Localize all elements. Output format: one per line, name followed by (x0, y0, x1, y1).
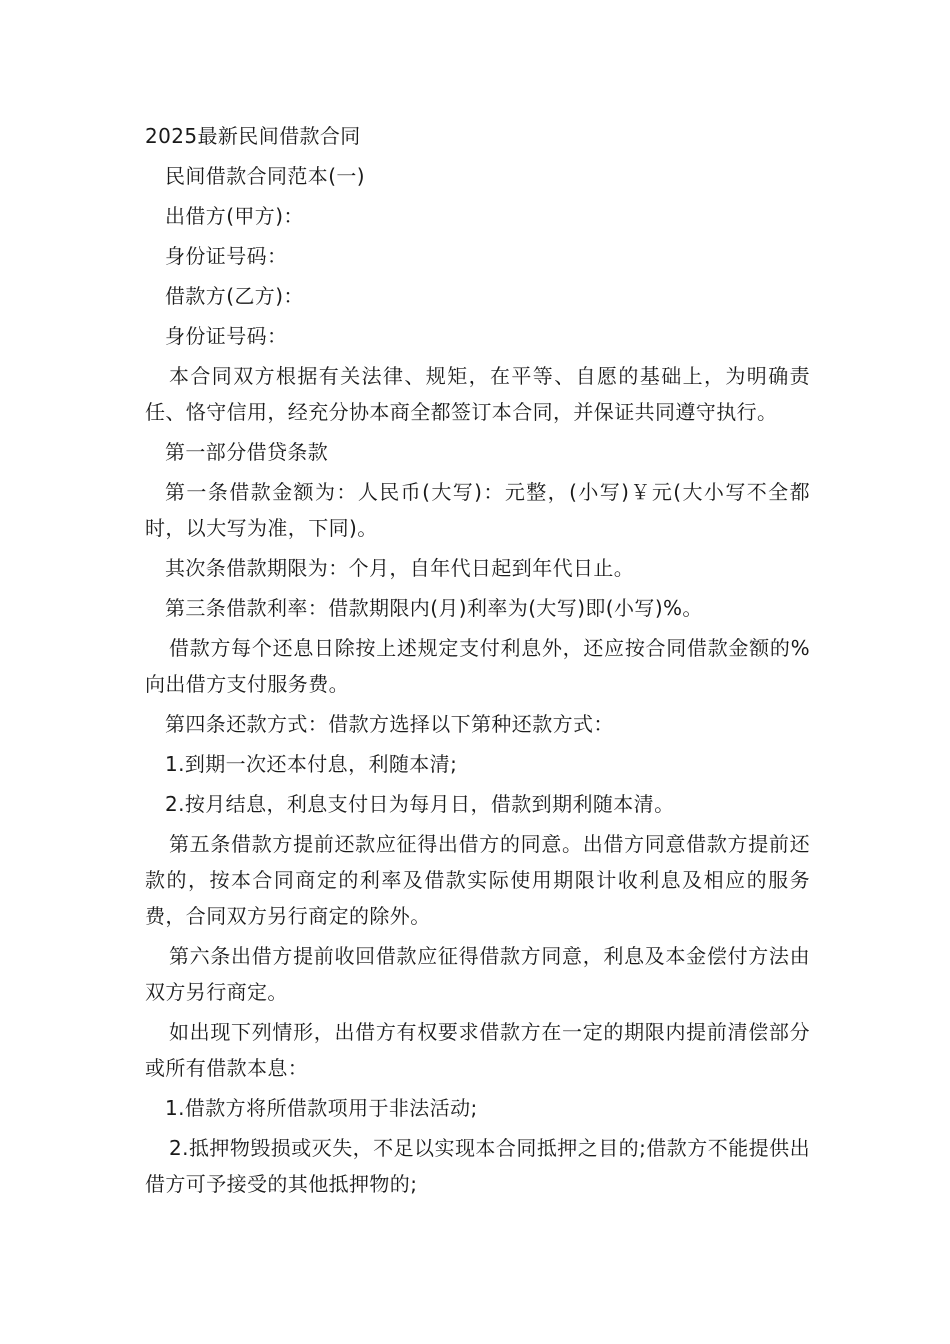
clause-6-paragraph: 第六条出借方提前收回借款应征得借款方同意，利息及本金偿付方法由双方另行商定。 (145, 944, 810, 1004)
document-body (145, 118, 810, 1206)
service-fee-paragraph: 借款方每个还息日除按上述规定支付利息外，还应按合同借款金额的%向出借方支付服务费。 (145, 636, 810, 696)
early-repayment-paragraph: 如出现下列情形，出借方有权要求借款方在一定的期限内提前清偿部分或所有借款本息： (145, 1020, 810, 1080)
condition-item-1: 1.借款方将所借款项用于非法活动; (165, 1096, 478, 1120)
repayment-option-1: 1.到期一次还本付息，利随本清; (165, 752, 458, 776)
clause-5-paragraph: 第五条借款方提前还款应征得出借方的同意。出借方同意借款方提前还款的，按本合同商定的利率及借款实际使用期限计收利息及相应的服务费，合同双方另行商定的除外。 (145, 832, 810, 928)
borrower-field: 借款方(乙方)： (165, 284, 304, 308)
clause-1-paragraph: 第一条借款金额为：人民币(大写)：元整，(小写)￥元(大小写不全都时，以大写为准，下同)。 (145, 480, 810, 540)
borrower-id-field: 身份证号码： (165, 324, 288, 348)
document-title: 2025最新民间借款合同 (145, 124, 361, 148)
clause-2-paragraph: 其次条借款期限为：个月，自年代日起到年代日止。 (165, 556, 635, 580)
repayment-option-2: 2.按月结息，利息支付日为每月日，借款到期利随本清。 (165, 792, 675, 816)
lender-field: 出借方(甲方)： (165, 204, 304, 228)
clause-4-paragraph: 第四条还款方式：借款方选择以下第种还款方式： (165, 712, 614, 736)
lender-id-field: 身份证号码： (165, 244, 288, 268)
section-heading: 民间借款合同范本(一) (165, 164, 366, 188)
preamble-paragraph: 本合同双方根据有关法律、规矩，在平等、自愿的基础上，为明确责任、恪守信用，经充分协本商全都签订本合同，并保证共同遵守执行。 (145, 364, 810, 424)
condition-item-2: 2.抵押物毁损或灭失，不足以实现本合同抵押之目的;借款方不能提供出借方可予接受的其他抵押物的; (145, 1136, 810, 1196)
clause-3-paragraph: 第三条借款利率：借款期限内(月)利率为(大写)即(小写)%。 (165, 596, 703, 620)
part-heading: 第一部分借贷条款 (165, 440, 329, 464)
